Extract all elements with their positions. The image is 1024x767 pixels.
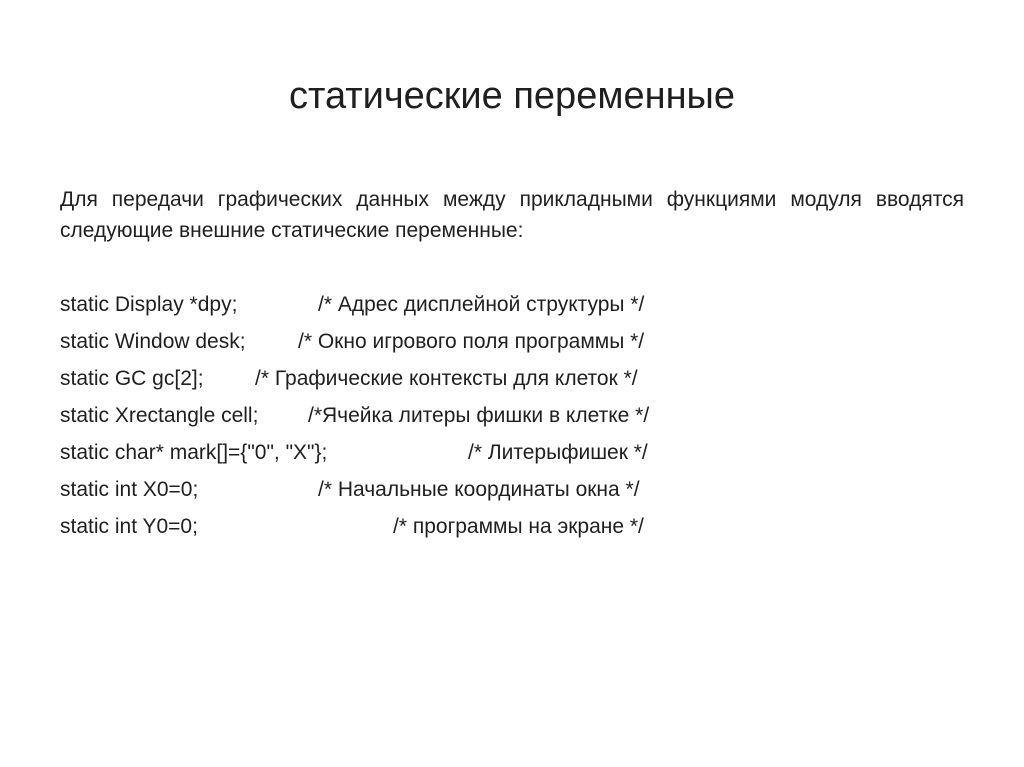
declaration-line bbox=[60, 508, 964, 545]
declaration-line bbox=[60, 397, 964, 434]
intro-paragraph: Для передачи графических данных между прикладными функциями модуля вводятся следующие внешние статические переменные: bbox=[60, 188, 964, 242]
declaration-comment: /* программы на экране */ bbox=[393, 515, 644, 538]
declaration-line bbox=[60, 360, 964, 397]
declaration-code: static int Y0=0; bbox=[60, 515, 198, 538]
declaration-code: static Display *dpy; bbox=[60, 293, 238, 316]
declaration-comment: /* Литерыфишек */ bbox=[468, 441, 648, 464]
variable-declarations-list bbox=[60, 286, 964, 545]
declaration-code: static int X0=0; bbox=[60, 478, 199, 501]
declaration-code: static char* mark[]={"0", "X"}; bbox=[60, 441, 328, 464]
declaration-code: static Xrectangle cell; bbox=[60, 404, 259, 427]
declaration-line bbox=[60, 286, 964, 323]
declaration-comment: /* Начальные координаты окна */ bbox=[318, 478, 640, 501]
declaration-comment: /* Графические контексты для клеток */ bbox=[255, 367, 638, 390]
declaration-comment: /* Адрес дисплейной структуры */ bbox=[318, 293, 645, 316]
slide-title: статические переменные bbox=[288, 75, 736, 117]
declaration-line bbox=[60, 471, 964, 508]
declaration-comment: /*Ячейка литеры фишки в клетке */ bbox=[308, 404, 650, 427]
declaration-line bbox=[60, 323, 964, 360]
declaration-comment: /* Окно игрового поля программы */ bbox=[298, 330, 645, 353]
declaration-line bbox=[60, 434, 964, 471]
declaration-code: static Window desk; bbox=[60, 330, 246, 353]
declaration-code: static GC gc[2]; bbox=[60, 367, 204, 390]
